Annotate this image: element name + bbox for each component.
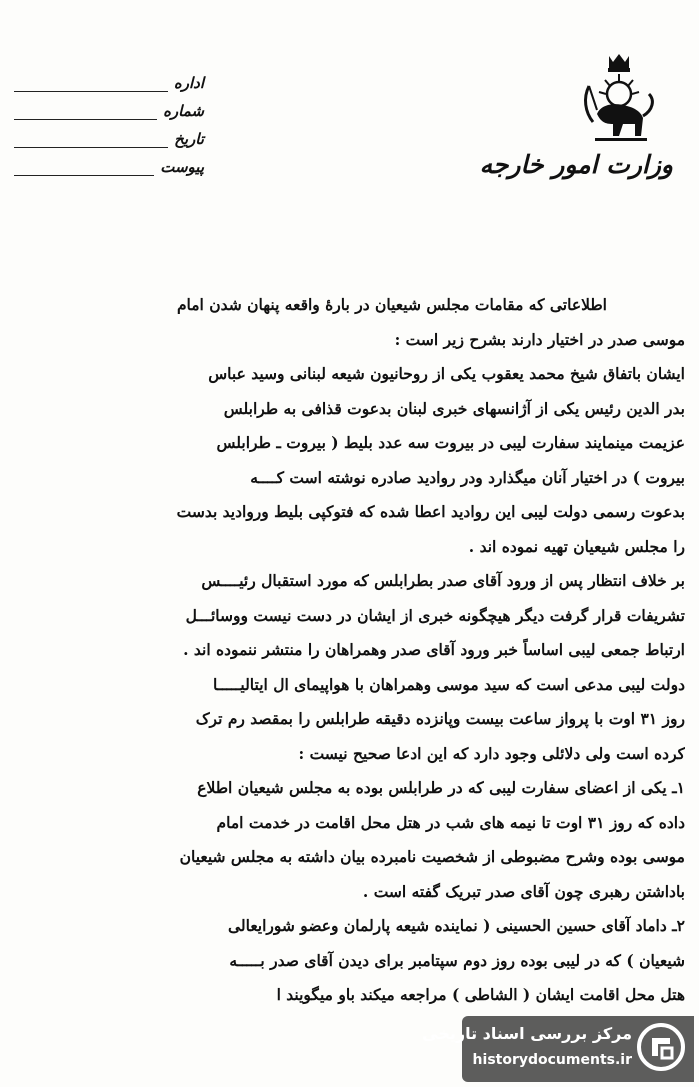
text-line: اطلاعاتی که مقامات مجلس شیعیان در بارهٔ واقعه پنهان شدن امام xyxy=(176,295,607,314)
text-line: بدر الدین رئیس یکی از آژانسهای خبری لبنان بدعوت قذافی به طرابلس xyxy=(223,398,685,418)
lion-and-sun-emblem-icon xyxy=(575,52,663,148)
header-form-fields xyxy=(14,66,204,178)
form-row-number xyxy=(14,94,204,120)
form-label-number: شماره xyxy=(163,102,204,120)
text-line: موسی بوده وشرح مضبوطی از شخصیت نامبرده بیان داشته به مجلس شیعیان xyxy=(179,847,685,866)
text-line: هتل محل اقامت ایشان ( الشاطی ) مراجعه میکند باو میگویند ا xyxy=(276,985,685,1004)
form-label-date: تاریخ xyxy=(174,130,204,148)
form-line xyxy=(14,161,154,176)
text-line: داده که روز ۳۱ اوت تا نیمه های شب در هتل محل اقامت در خدمت امام xyxy=(216,812,685,832)
text-line: بر خلاف انتظار پس از ورود آقای صدر بطرابلس که مورد استقبال رئیــــس xyxy=(201,571,685,590)
ministry-title: وزارت امور خارجه xyxy=(479,150,673,179)
text-line: روز ۳۱ اوت با پرواز ساعت بیست وپانزده دقیقه طرابلس را بمقصد رم ترک xyxy=(195,709,685,728)
text-line: را مجلس شیعیان تهیه نموده اند . xyxy=(468,536,685,556)
form-label-department: اداره xyxy=(173,74,204,92)
form-row-department xyxy=(14,66,204,92)
watermark-title: مرکز بررسی اسناد تاریخی xyxy=(422,1024,632,1043)
text-line: موسی صدر در اختیار دارند بشرح زیر است : xyxy=(394,329,685,349)
text-line: شیعیان ) که در لیبی بوده روز دوم سپتامبر برای دیدن آقای صدر بـــــه xyxy=(229,950,685,970)
form-row-date xyxy=(14,122,204,148)
form-line xyxy=(14,105,157,120)
text-line: تشریفات قرار گرفت دیگر هیچگونه خبری از ایشان در دست نیست ووسائـــل xyxy=(185,605,685,625)
text-line: دولت لیبی مدعی است که سید موسی وهمراهان با هواپیمای ال ایتالیـــــا xyxy=(212,674,685,694)
text-line: ایشان باتفاق شیخ محمد یعقوب یکی از روحانیون شیعه لبنانی وسید عباس xyxy=(208,364,685,383)
text-line: کرده است ولی دلائلی وجود دارد که این ادعا صحیح نیست : xyxy=(298,743,685,763)
form-line xyxy=(14,77,168,92)
text-line: ۲ـ داماد آقای حسین الحسینی ( نماینده شیعه پارلمان وعضو شورایعالی xyxy=(227,916,685,935)
document-body xyxy=(12,288,685,1013)
text-line: ارتباط جمعی لیبی اساساً خبر ورود آقای صدر وهمراهان را منتشر ننموده اند . xyxy=(183,640,685,659)
text-line: ۱ـ یکی از اعضای سفارت لیبی که در طرابلس بوده به مجلس شیعیان اطلاع xyxy=(197,778,685,797)
history-documents-logo-icon xyxy=(636,1022,686,1072)
form-row-attachment xyxy=(14,150,204,176)
text-line: بدعوت رسمی دولت لیبی این روادید اعطا شده که فتوکپی بلیط وروادید بدست xyxy=(176,502,685,521)
watermark-banner xyxy=(422,1016,694,1082)
form-label-attachment: پیوست xyxy=(160,158,204,176)
text-line: بیروت ) در اختیار آنان میگذارد ودر روادید صادره نوشته است کــــه xyxy=(250,467,685,487)
text-line: باداشتن رهبری چون آقای صدر تبریک گفته است . xyxy=(362,881,685,901)
watermark-url: historydocuments.ir xyxy=(472,1052,632,1068)
text-line: عزیمت مینمایند سفارت لیبی در بیروت سه عدد بلیط ( بیروت ـ طرابلس xyxy=(216,433,685,452)
form-line xyxy=(14,133,168,148)
